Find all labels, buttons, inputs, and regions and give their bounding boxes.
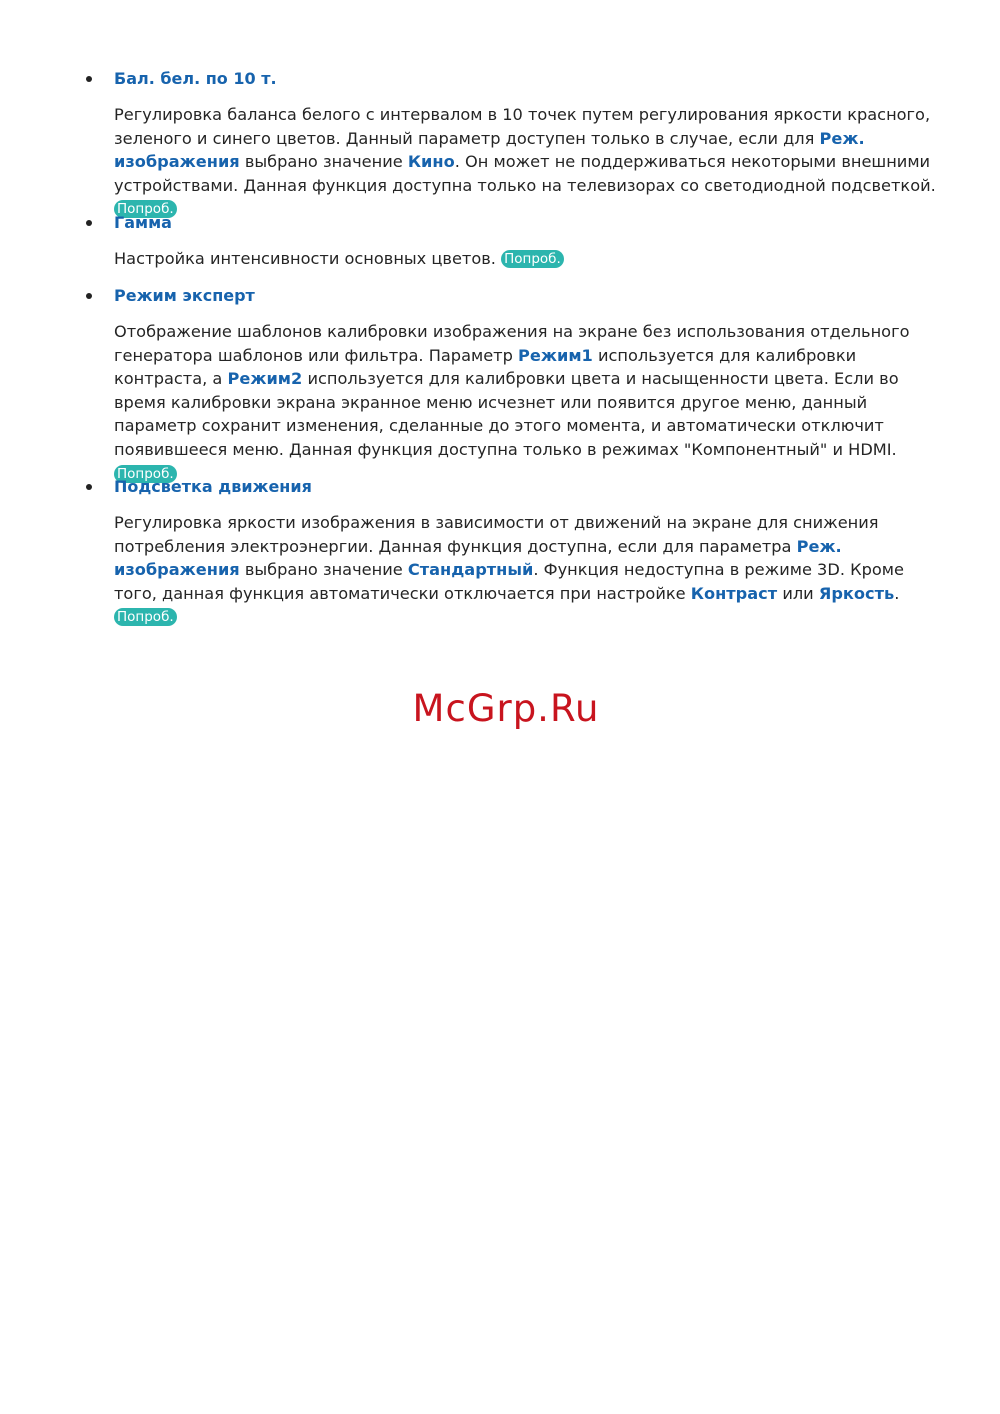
link-picture-mode[interactable]: Реж. изображения (114, 536, 842, 580)
item-title-text: Подсветка движения (114, 477, 312, 496)
body-text: . (894, 583, 900, 603)
try-now-button[interactable]: Попроб. (114, 608, 177, 626)
item-title-text: Гамма (114, 213, 172, 232)
body-text: Регулировка баланса белого с интервалом в 10 точек путем регулирования яркости красного, зеленого и синего цветов. Данный параметр доступен только в случае, если для (114, 105, 931, 148)
body-text: Отображение шаблонов калибровки изображения на экране без использования отдельного генератора шаблонов или фильтра. Параметр (114, 322, 910, 365)
item-description (82, 320, 942, 485)
body-text: . Функция недоступна в режиме 3D. Кроме того, данная функция автоматически отключается при настройке (114, 560, 904, 603)
link-movie[interactable]: Кино (407, 152, 455, 172)
item-description (82, 511, 942, 629)
body-text: . Он может не поддерживаться некоторыми внешними устройствами. Данная функция доступна только на телевизорах со светодиодной подсветкой. (114, 152, 936, 195)
link-contrast[interactable]: Контраст (690, 583, 778, 603)
bullet-icon (86, 484, 92, 490)
link-pattern1[interactable]: Режим1 (518, 345, 593, 365)
item-title (82, 212, 942, 234)
item-title (82, 476, 942, 498)
item-title-text: Режим эксперт (114, 286, 255, 305)
link-brightness[interactable]: Яркость (818, 583, 895, 603)
body-text: используется для калибровки цвета и насыщенности цвета. Если во время калибровки экрана экранное меню исчезнет или появится другое меню, данный параметр сохранит изменения, сделанные до этого момента, и автоматически отключит появившееся меню. Данная функция доступна только в режимах "Компонентный" и HDMI. (114, 369, 899, 459)
try-now-button[interactable]: Попроб. (114, 465, 177, 483)
list-item-motion-lighting (82, 476, 942, 629)
body-text: выбрано значение (239, 560, 408, 580)
bullet-icon (86, 220, 92, 226)
bullet-icon (86, 76, 92, 82)
list-item-gamma (82, 212, 942, 271)
try-now-button[interactable]: Попроб. (114, 200, 177, 218)
body-text: Регулировка яркости изображения в зависимости от движений на экране для снижения потребления электроэнергии. Данная функция доступна, если для параметра (114, 513, 879, 556)
body-text: или (777, 583, 819, 603)
link-pattern2[interactable]: Режим2 (227, 369, 303, 389)
bullet-icon (86, 293, 92, 299)
item-description (82, 247, 942, 271)
list-item-expert-pattern (82, 285, 942, 485)
body-text: Настройка интенсивности основных цветов. (114, 249, 502, 268)
link-picture-mode[interactable]: Реж. изображения (114, 128, 865, 172)
item-title (82, 68, 942, 90)
item-description (82, 103, 942, 221)
item-title-text: Бал. бел. по 10 т. (114, 69, 277, 88)
try-now-button[interactable]: Попроб. (501, 250, 564, 268)
item-title (82, 285, 942, 307)
body-text: используется для калибровки контраста, а (114, 345, 857, 389)
list-item-white-balance (82, 68, 942, 221)
link-standard[interactable]: Стандартный (407, 560, 534, 580)
watermark: McGrp.Ru (412, 687, 600, 730)
body-text: выбрано значение (239, 152, 408, 172)
